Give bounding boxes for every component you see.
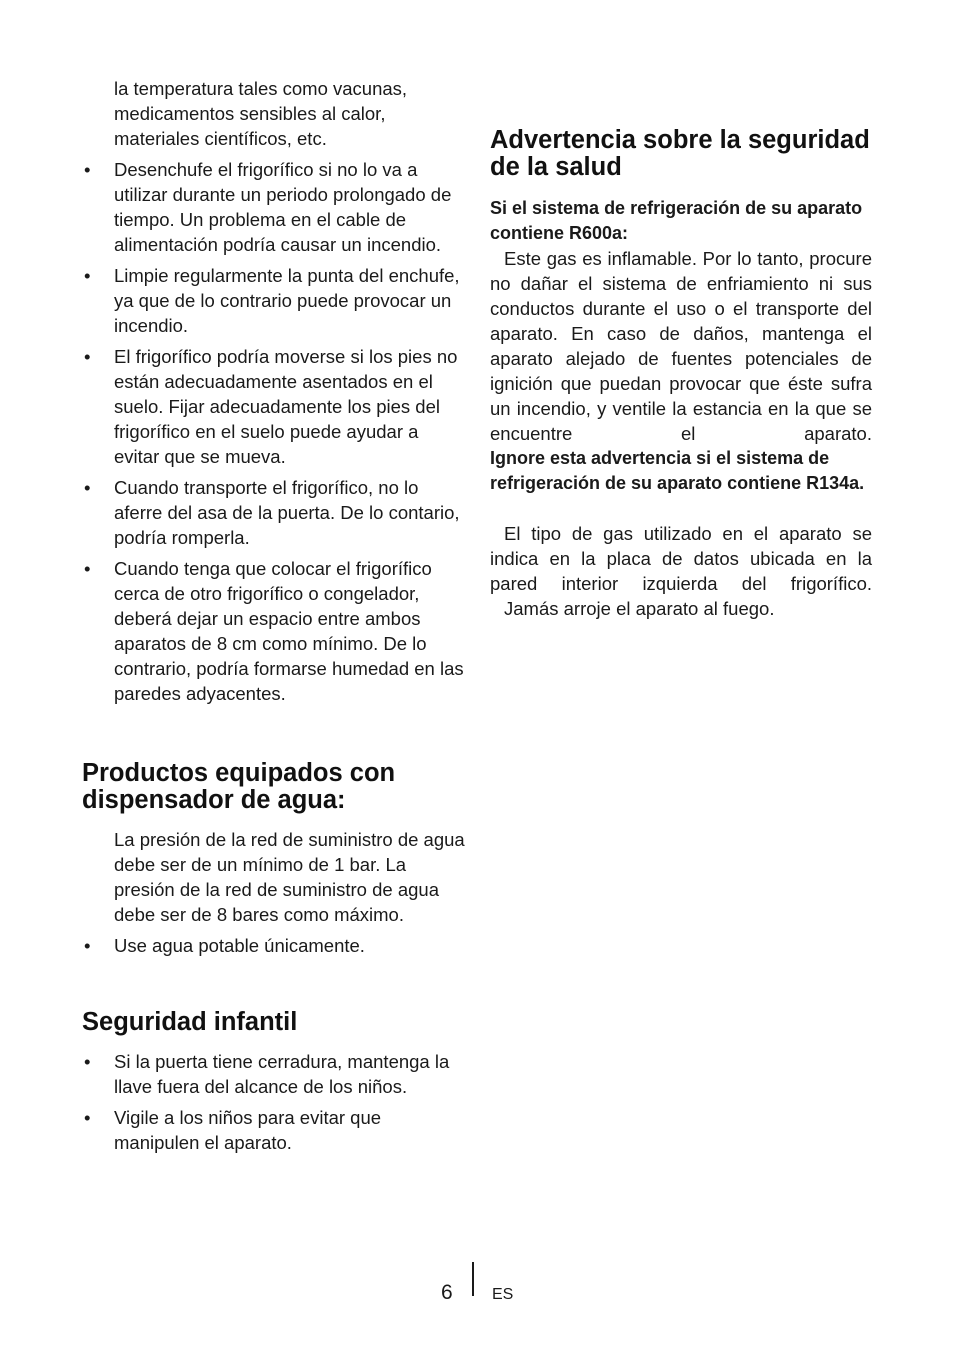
- bullet-icon: •: [84, 1107, 91, 1128]
- language-code: ES: [492, 1286, 514, 1303]
- r134a-condition: Ignore esta advertencia si el sistema de refrigeración de su aparato contiene R134a.: [490, 448, 865, 493]
- bullet-icon: •: [84, 935, 91, 956]
- bullet-icon: •: [84, 477, 91, 498]
- child-safety-heading: Seguridad infantil: [82, 1008, 298, 1036]
- footer-divider: [472, 1262, 474, 1296]
- list-item: • Cuando transporte el frigorífico, no lo aferre del asa de la puerta. De lo contario, podría romperla.: [84, 477, 460, 548]
- list-item: • Cuando tenga que colocar el frigorífico cerca de otro frigorífico o congelador, deberá dejar un espacio entre ambos aparatos de 8 cm como mínimo. De lo contrario, podría formarse humedad en las paredes adyacentes.: [84, 558, 464, 704]
- right-column: [490, 0, 872, 1354]
- list-item: • Use agua potable únicamente.: [84, 935, 365, 956]
- water-dispenser-heading: Productos equipados con dispensador de agua:: [82, 759, 396, 814]
- list-item: • Limpie regularmente la punta del enchufe, ya que de lo contrario puede provocar un incendio.: [84, 265, 460, 336]
- fire-warning-paragraph: Jamás arroje el aparato al fuego.: [504, 598, 775, 619]
- bullet-icon: •: [84, 265, 91, 286]
- list-item: • Desenchufe el frigorífico si no lo va a utilizar durante un periodo prolongado de tiempo. Un problema en el cable de alimentación podría causar un incendio.: [84, 159, 452, 255]
- bullet-icon: •: [84, 159, 91, 180]
- bullet-icon: •: [84, 1051, 91, 1072]
- bullet-icon: •: [84, 346, 91, 367]
- r600a-condition: Si el sistema de refrigeración de su aparato contiene R600a:: [490, 198, 863, 243]
- bullet-list-top: [82, 157, 466, 712]
- list-item: • Si la puerta tiene cerradura, mantenga la llave fuera del alcance de los niños.: [84, 1051, 450, 1097]
- page-number: 6: [441, 1281, 453, 1304]
- left-column: [82, 0, 466, 1354]
- gas-type-paragraph: El tipo de gas utilizado en el aparato se indica en la placa de datos ubicada en la pared interior izquierda del frigorífico.: [490, 523, 872, 594]
- water-pressure-text: La presión de la red de suministro de agua debe ser de un mínimo de 1 bar. La presión de la red de suministro de agua debe ser de 8 bares como máximo.: [114, 829, 465, 925]
- child-bullet-list: [82, 1049, 466, 1161]
- water-bullet-list: [82, 933, 466, 964]
- r600a-paragraph: Este gas es inflamable. Por lo tanto, procure no dañar el sistema de enfriamiento ni sus conductos durante el uso o el transporte del aparato. En caso de daños, mantenga el aparato alejado de fuentes potenciales de ignición que puedan provocar que éste sufra un incendio, y ventile la estancia en la que se encuentre el aparato.: [490, 248, 872, 444]
- list-item: • El frigorífico podría moverse si los pies no están adecuadamente asentados en el suelo. Fijar adecuadamente los pies del frigorífico en el suelo puede ayudar a evitar que se mueva.: [84, 346, 458, 467]
- list-item: • Vigile a los niños para evitar que manipulen el aparato.: [84, 1107, 382, 1153]
- continuation-text: la temperatura tales como vacunas, medicamentos sensibles al calor, materiales científicos, etc.: [114, 78, 408, 149]
- bullet-icon: •: [84, 558, 91, 579]
- health-warning-heading: Advertencia sobre la seguridad de la salud: [490, 126, 870, 181]
